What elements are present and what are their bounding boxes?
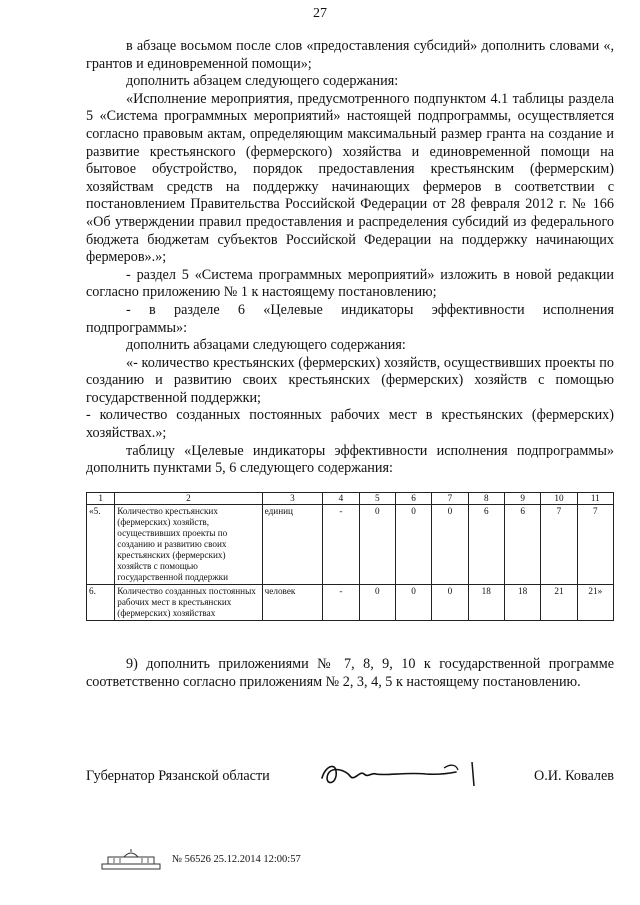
table-cell: 0 [395, 585, 431, 621]
paragraph: 9) дополнить приложениями № 7, 8, 9, 10 к государственной программе соответственно согласно приложениям № 2, 3, 4, 5 к настоящему постановлению. [86, 656, 614, 690]
page-number: 27 [313, 6, 327, 21]
table-header-cell: 8 [468, 493, 504, 505]
table-cell: 7 [577, 505, 613, 585]
table-cell: Количество крестьянских (фермерских) хозяйств, осуществивших проекты по созданию и развитию своих крестьянских (фермерских) хозяйств с помощью государственной поддержки [115, 505, 262, 585]
table-cell: 21» [577, 585, 613, 621]
building-stamp-icon [96, 848, 166, 872]
table-cell: 18 [504, 585, 540, 621]
table-cell: 0 [359, 505, 395, 585]
table-row [87, 505, 614, 585]
table-header-cell: 1 [87, 493, 115, 505]
table-header-cell: 2 [115, 493, 262, 505]
table-cell: - [323, 505, 359, 585]
paragraph: - в разделе 6 «Целевые индикаторы эффективности исполнения подпрограммы»: [86, 301, 614, 336]
handwritten-signature [316, 756, 486, 796]
table-header-cell: 9 [504, 493, 540, 505]
table-cell: человек [262, 585, 323, 621]
paragraph: - раздел 5 «Система программных мероприятий» изложить в новой редакции согласно приложению № 1 к настоящему постановлению; [86, 266, 614, 301]
closing-paragraph-block [86, 656, 614, 691]
table-cell: «5. [87, 505, 115, 585]
table-cell: 6. [87, 585, 115, 621]
table-header-cell: 4 [323, 493, 359, 505]
table-cell: 7 [541, 505, 577, 585]
table-cell: 0 [432, 585, 468, 621]
paragraph: дополнить абзацем следующего содержания: [126, 73, 399, 90]
paragraph: в абзаце восьмом после слов «предоставления субсидий» дополнить словами «, грантов и единовременной помощи»; [86, 38, 614, 72]
table-cell: 0 [432, 505, 468, 585]
table-header-row [87, 493, 614, 505]
table-header-cell: 3 [262, 493, 323, 505]
signatory-position: Губернатор Рязанской области [86, 768, 270, 784]
table-header-cell: 7 [432, 493, 468, 505]
table-header-cell: 6 [395, 493, 431, 505]
signature-row [86, 768, 614, 798]
paragraph: «Исполнение мероприятия, предусмотренного подпунктом 4.1 таблицы раздела 5 «Система программных мероприятий» настоящей подпрограммы, осуществляется согласно правовым актам, определяющим максимальный размер гранта на создание и развитие крестьянского (фермерского) хозяйства и единовременной помощи на бытовое обустройство, порядок предоставления крестьянским (фермерским) хозяйствам средств на поддержку начинающих фермеров в соответствии с постановлением Правительства Российской Федерации от 28 февраля 2012 г. № 166 «Об утверждении правил предоставления и распределения субсидий из федерального бюджета бюджетам субъектов Российской Федерации на поддержку начинающих фермеров».»; [86, 90, 614, 266]
table-cell: Количество созданных постоянных рабочих мест в крестьянских (фермерских) хозяйствах [115, 585, 262, 621]
signatory-name: О.И. Ковалев [534, 768, 614, 784]
table-header-cell: 10 [541, 493, 577, 505]
table-row [87, 585, 614, 621]
indicators-table [86, 492, 614, 621]
table-cell: 0 [395, 505, 431, 585]
paragraph: дополнить абзацами следующего содержания: [126, 337, 406, 354]
registration-stamp: № 56526 25.12.2014 12:00:57 [172, 854, 301, 865]
table-cell: 18 [468, 585, 504, 621]
table-cell: 6 [504, 505, 540, 585]
paragraph: - количество созданных постоянных рабочих мест в крестьянских (фермерских) хозяйствах.»; [86, 407, 614, 442]
paragraph: «- количество крестьянских (фермерских) хозяйств, осуществивших проекты по созданию и развитию своих крестьянских (фермерских) хозяйств с помощью государственной поддержки; [86, 354, 614, 406]
body-text [86, 38, 614, 478]
table-header-cell: 5 [359, 493, 395, 505]
table-cell: единиц [262, 505, 323, 585]
table-cell: - [323, 585, 359, 621]
table-header-cell: 11 [577, 493, 613, 505]
table-cell: 0 [359, 585, 395, 621]
paragraph: таблицу «Целевые индикаторы эффективности исполнения подпрограммы» дополнить пунктами 5, 6 следующего содержания: [86, 442, 614, 477]
table-cell: 21 [541, 585, 577, 621]
table-cell: 6 [468, 505, 504, 585]
